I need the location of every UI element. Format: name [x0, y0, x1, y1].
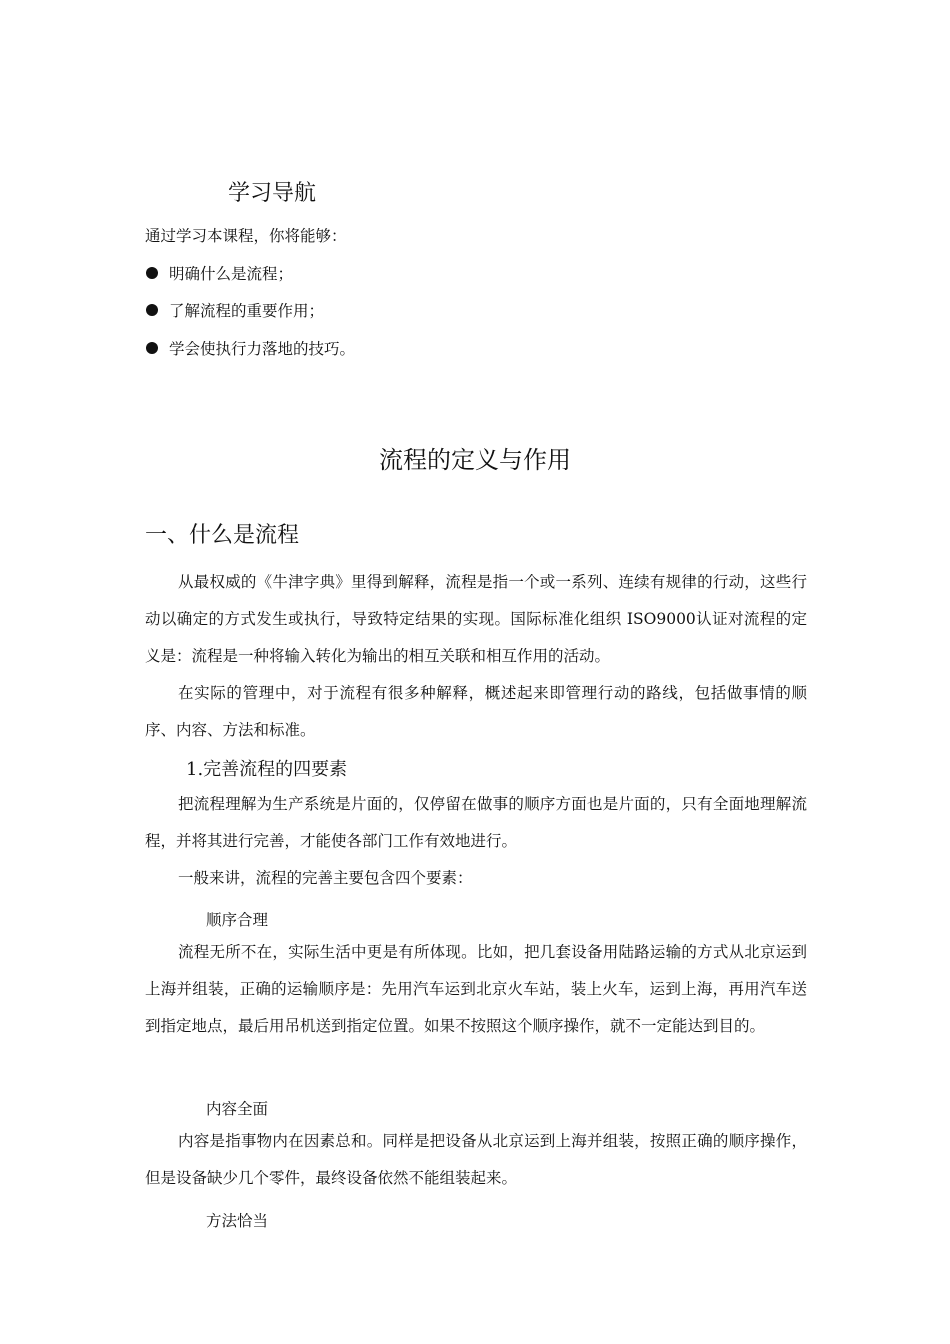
heading-level-1: 一、什么是流程	[145, 523, 300, 548]
nav-bullet-item	[146, 262, 293, 284]
bullet-icon	[146, 342, 158, 354]
nav-intro: 通过学习本课程，你将能够：	[145, 227, 347, 245]
paragraph: 流程无所不在，实际生活中更是有所体现。比如，把几套设备用陆路运输的方式从北京运到上海并组装，正确的运输顺序是：先用汽车运到北京火车站，装上火车，运到上海，再用汽车送到指定地点，最后用吊机送到指定位置。如果不按照这个顺序操作，就不一定能达到目的。	[145, 943, 807, 1035]
sub-heading: 内容全面	[206, 1100, 269, 1118]
heading-level-2: 1.完善流程的四要素	[186, 759, 348, 780]
paragraph: 在实际的管理中，对于流程有很多种解释，概述起来即管理行动的路线，包括做事情的顺序、内容、方法和标准。	[145, 684, 807, 739]
paragraph: 把流程理解为生产系统是片面的，仅停留在做事的顺序方面也是片面的，只有全面地理解流程，并将其进行完善，才能使各部门工作有效地进行。	[145, 795, 807, 850]
paragraph: 内容是指事物内在因素总和。同样是把设备从北京运到上海并组装，按照正确的顺序操作，但是设备缺少几个零件，最终设备依然不能组装起来。	[145, 1132, 807, 1187]
nav-bullet-text: 明确什么是流程；	[169, 265, 294, 283]
sub-heading: 顺序合理	[206, 911, 269, 929]
bullet-icon	[146, 267, 158, 279]
bullet-icon	[146, 304, 158, 316]
nav-bullet-item	[146, 299, 324, 321]
nav-title: 学习导航	[228, 181, 317, 206]
nav-bullet-item	[146, 337, 355, 359]
nav-bullet-text: 了解流程的重要作用；	[169, 302, 325, 320]
sub-heading: 方法恰当	[206, 1212, 269, 1230]
paragraph: 一般来讲，流程的完善主要包含四个要素：	[178, 869, 473, 887]
nav-bullet-text: 学会使执行力落地的技巧。	[169, 340, 356, 358]
paragraph: 从最权威的《牛津字典》里得到解释，流程是指一个或一系列、连续有规律的行动，这些行动以确定的方式发生或执行，导致特定结果的实现。国际标准化组织 ISO9000认证对流程的定义是：流程是一种将输入转化为输出的相互关联和相互作用的活动。	[145, 573, 807, 665]
section-title: 流程的定义与作用	[379, 446, 571, 474]
